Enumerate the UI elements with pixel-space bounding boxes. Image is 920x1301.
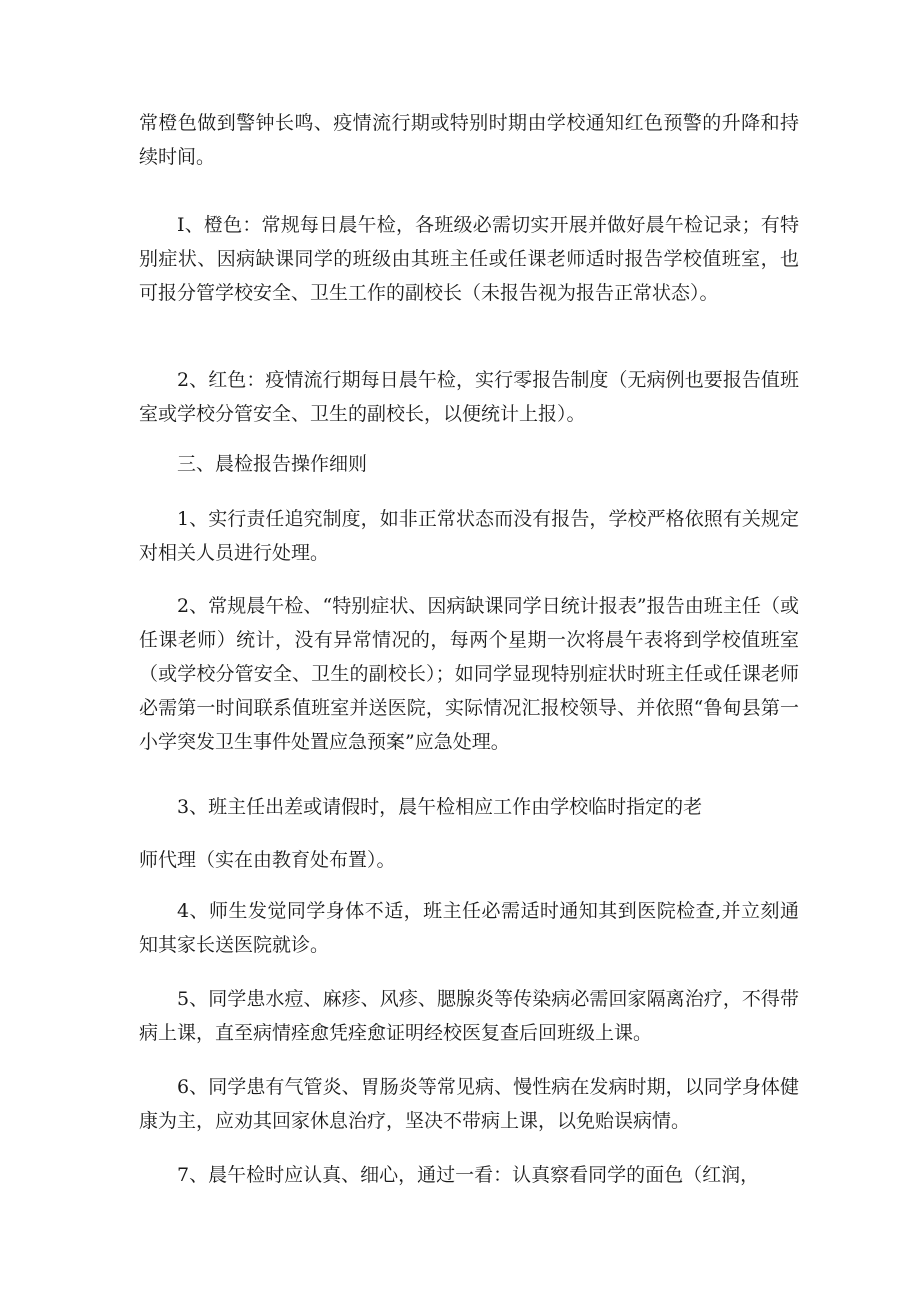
paragraph-rule-6: 6、同学患有气管炎、胃肠炎等常见病、慢性病在发病时期，以同学身体健康为主，应劝其回家休息治疗，坚决不带病上课，以免贻误病情。 xyxy=(139,1076,799,1132)
paragraph-rule-4: 4、师生发觉同学身体不适，班主任必需适时通知其到医院检查,并立刻通知其家长送医院就诊。 xyxy=(139,900,799,956)
paragraph-rule-1: 1、实行责任追究制度，如非正常状态而没有报告，学校严格依照有关规定对相关人员进行处理。 xyxy=(139,508,799,564)
paragraph-rule-7: 7、晨午检时应认真、细心，通过一看：认真察看同学的面色（红润， xyxy=(177,1164,760,1186)
paragraph-warning-duration: 常橙色做到警钟长鸣、疫情流行期或特别时期由学校通知红色预警的升降和持续时间。 xyxy=(139,112,799,168)
paragraph-orange-level: I、橙色：常规每日晨午检，各班级必需切实开展并做好晨午检记录；有特别症状、因病缺课同学的班级由其班主任或任课老师适时报告学校值班室，也可报分管学校安全、卫生工作的副校长（未报告视为报告正常状态）。 xyxy=(139,214,799,304)
paragraph-rule-3-continued: 师代理（实在由教育处布置）。 xyxy=(139,849,396,871)
paragraph-red-level: 2、红色：疫情流行期每日晨午检，实行零报告制度（无病例也要报告值班室或学校分管安全、卫生的副校长，以便统计上报）。 xyxy=(139,369,799,425)
paragraph-rule-2: 2、常规晨午检、“特别症状、因病缺课同学日统计报表”报告由班主任（或任课老师）统计，没有异常情况的，每两个星期一次将晨午表将到学校值班室（或学校分管安全、卫生的副校长）；如同学显现特别症状时班主任或任课老师必需第一时间联系值班室并送医院，实际情况汇报校领导、并依照“鲁甸县第一小学突发卫生事件处置应急预案”应急处理。 xyxy=(139,595,799,753)
paragraph-rule-3: 3、班主任出差或请假时，晨午检相应工作由学校临时指定的老 xyxy=(177,796,703,818)
section-heading-morning-check-rules: 三、晨检报告操作细则 xyxy=(177,453,368,475)
paragraph-rule-5: 5、同学患水痘、麻疹、风疹、腮腺炎等传染病必需回家隔离治疗，不得带病上课，直至病情痊愈凭痊愈证明经校医复查后回班级上课。 xyxy=(139,988,799,1044)
